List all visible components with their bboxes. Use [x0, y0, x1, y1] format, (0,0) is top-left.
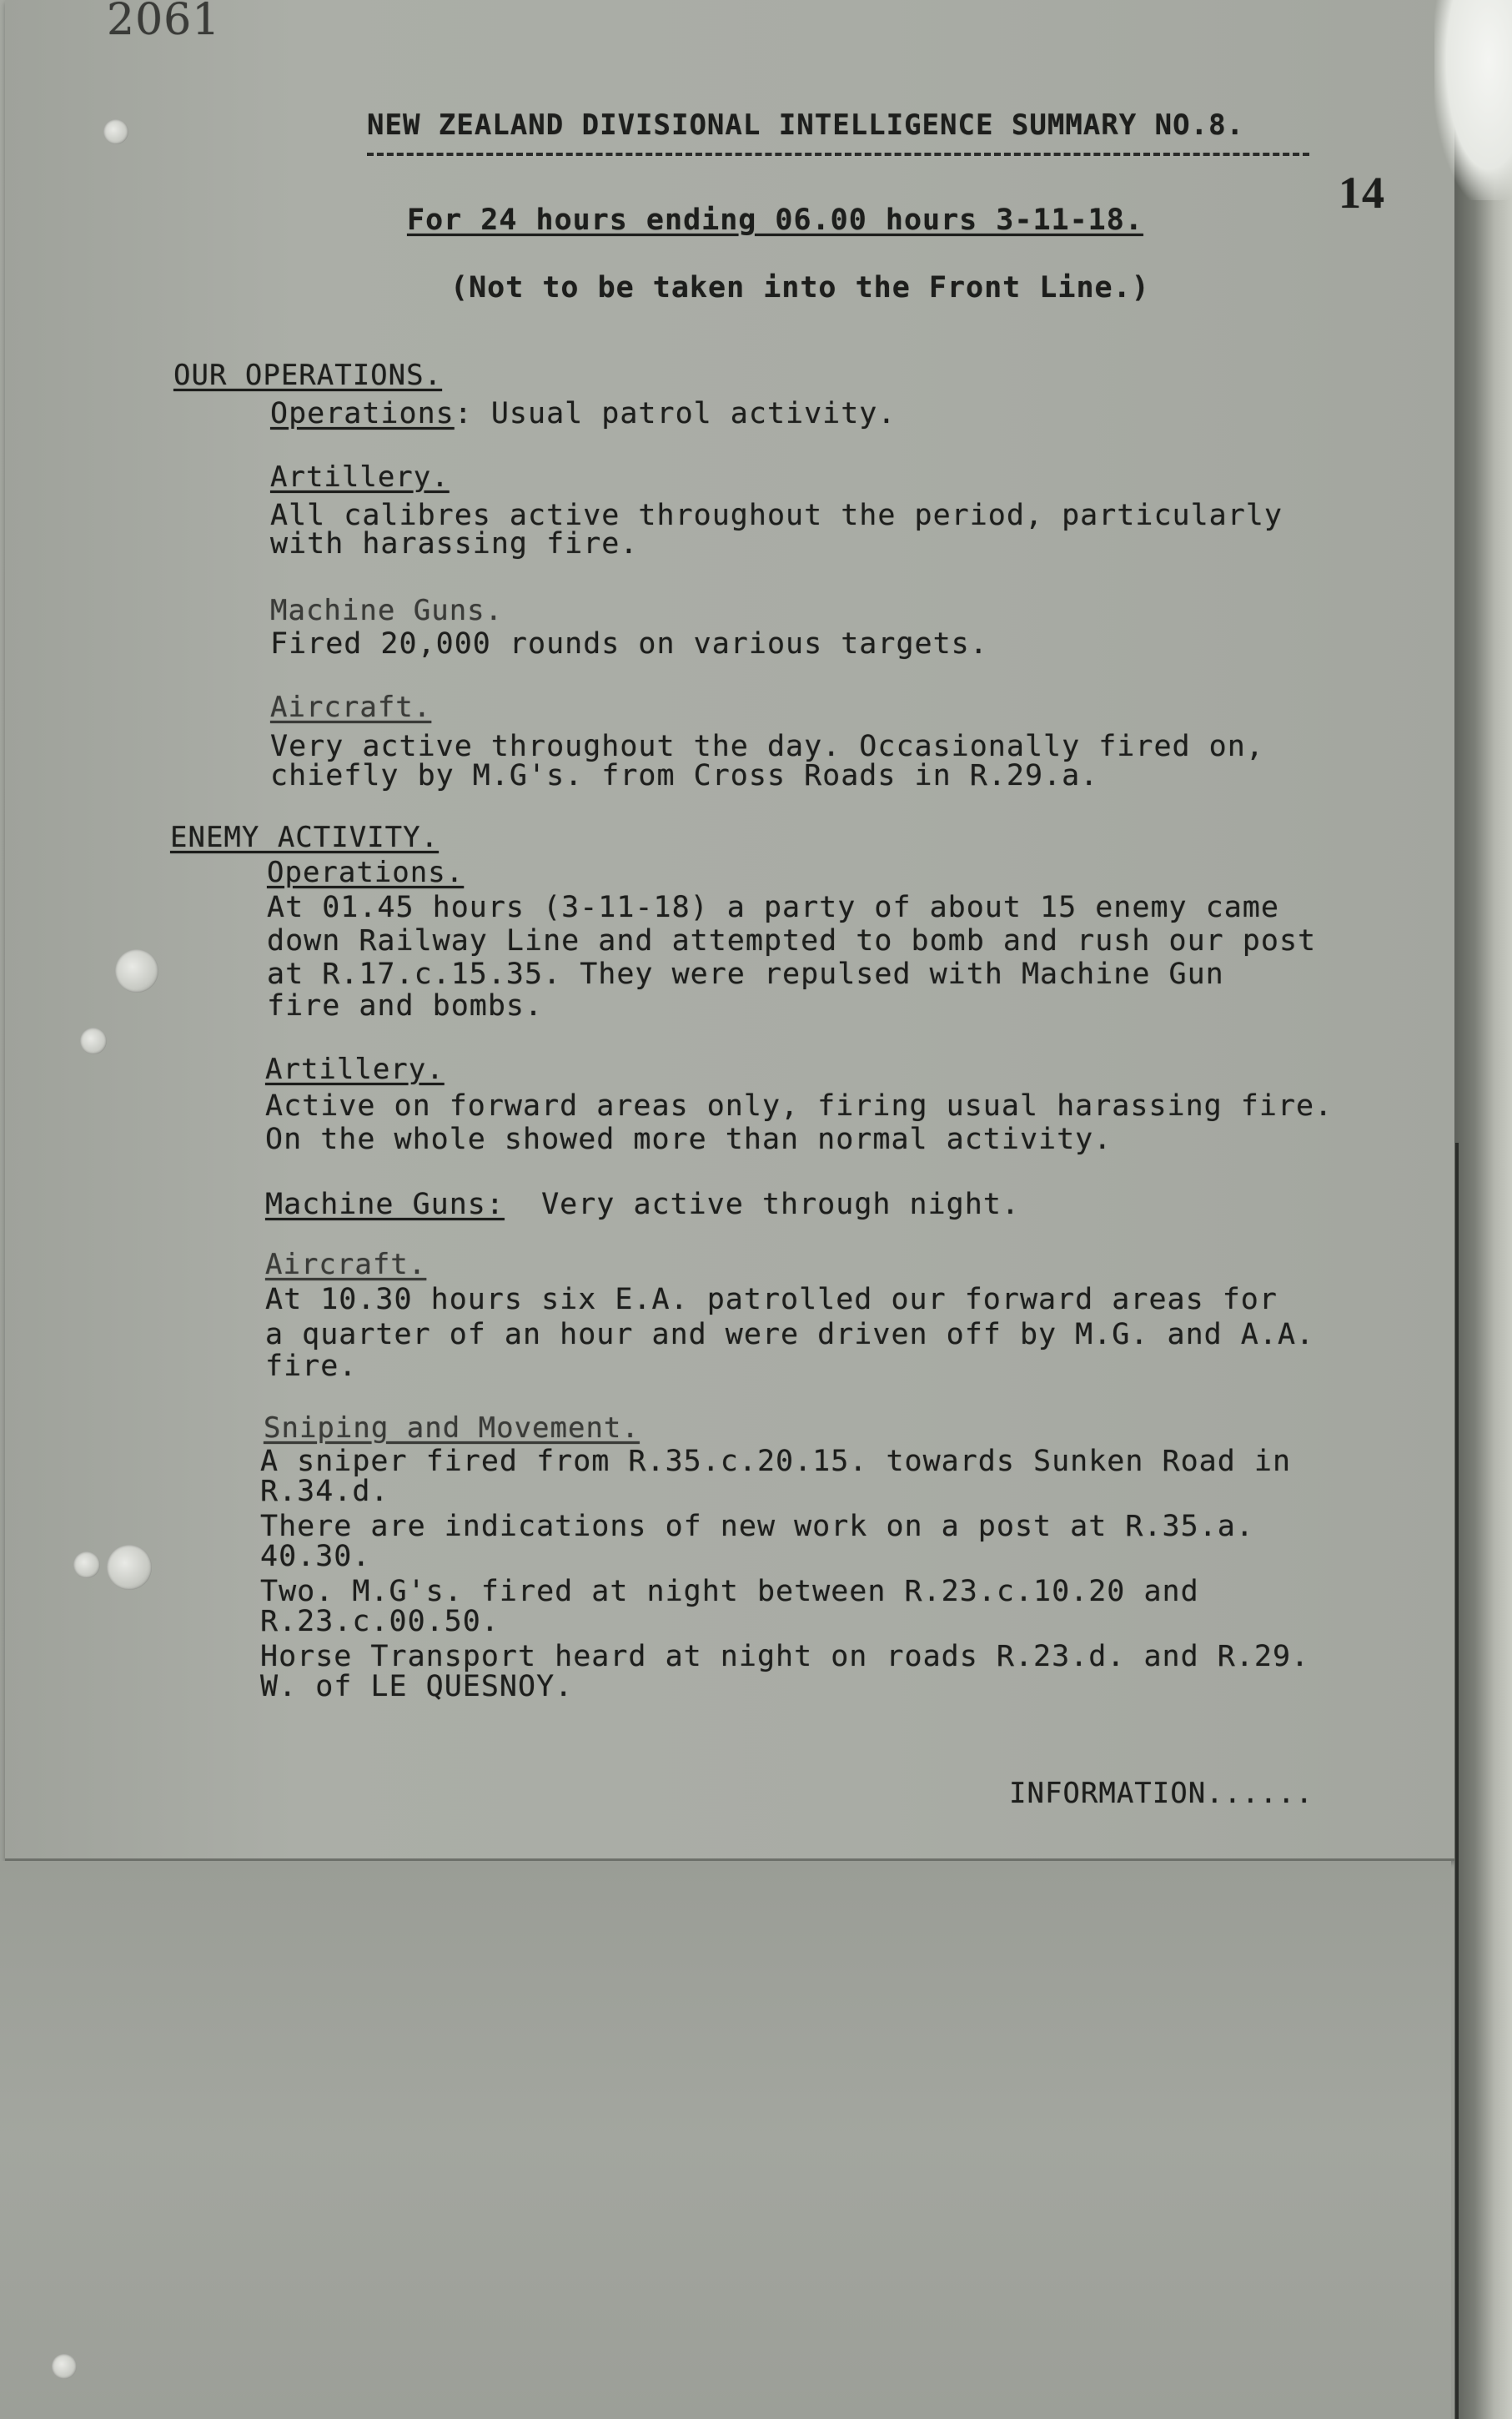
our-aircraft-heading: Aircraft.	[270, 691, 432, 724]
punch-hole-icon	[107, 1545, 152, 1590]
our-artillery-heading: Artillery.	[270, 460, 450, 494]
our-artillery-line: All calibres active throughout the period, particularly	[270, 499, 1283, 532]
enemy-machine-guns-label: Machine Guns:	[265, 1188, 505, 1221]
enemy-machine-guns-text: Very active through night.	[541, 1188, 1020, 1221]
binder-line	[1455, 1143, 1459, 2419]
enemy-artillery-line: Active on forward areas only, firing usual harassing fire.	[265, 1089, 1334, 1123]
enemy-operations-heading: Operations.	[267, 856, 465, 889]
enemy-operations-line: At 01.45 hours (3-11-18) a party of about 15 enemy came	[267, 891, 1279, 924]
punch-hole-icon	[80, 1028, 107, 1054]
sniping-line: R.34.d.	[260, 1475, 389, 1508]
sniping-line: Horse Transport heard at night on roads R.23.d. and R.29.	[260, 1640, 1310, 1673]
our-aircraft-line: Very active throughout the day. Occasionally fired on,	[270, 730, 1264, 763]
enemy-aircraft-line: At 10.30 hours six E.A. patrolled our forward areas for	[265, 1283, 1278, 1316]
document-title: NEW ZEALAND DIVISIONAL INTELLIGENCE SUMMARY NO.8.	[367, 108, 1245, 142]
title-dashed-rule	[367, 153, 1309, 156]
period-line: For 24 hours ending 06.00 hours 3-11-18.	[407, 204, 1143, 237]
our-aircraft-line: chiefly by M.G's. from Cross Roads in R.29.a.	[270, 759, 1099, 792]
punch-hole-icon	[115, 949, 158, 993]
enemy-activity-heading: ENEMY ACTIVITY.	[170, 821, 440, 854]
restriction-note: (Not to be taken into the Front Line.)	[450, 271, 1150, 304]
enemy-artillery-heading: Artillery.	[265, 1053, 445, 1086]
sniping-line: A sniper fired from R.35.c.20.15. towards Sunken Road in	[260, 1445, 1292, 1478]
our-operations-line	[270, 397, 896, 430]
sniping-heading: Sniping and Movement.	[264, 1411, 640, 1445]
sniping-line: Two. M.G's. fired at night between R.23.c.10.20 and	[260, 1575, 1199, 1608]
enemy-operations-line: down Railway Line and attempted to bomb and rush our post	[267, 924, 1317, 958]
sniping-line: There are indications of new work on a post at R.35.a.	[260, 1510, 1254, 1543]
our-machine-guns-line: Fired 20,000 rounds on various targets.	[270, 627, 988, 661]
binder-edge	[1454, 0, 1512, 2419]
sniping-line: 40.30.	[260, 1540, 371, 1573]
punch-hole-icon	[103, 119, 128, 144]
sniping-line: R.23.c.00.50.	[260, 1605, 500, 1638]
enemy-artillery-line: On the whole showed more than normal activity.	[265, 1123, 1113, 1156]
archive-number: 2061	[107, 0, 221, 45]
enemy-machine-guns-line	[265, 1188, 1020, 1221]
enemy-aircraft-line: fire.	[265, 1350, 358, 1383]
enemy-aircraft-line: a quarter of an hour and were driven off by M.G. and A.A.	[265, 1318, 1315, 1351]
punch-hole-icon	[52, 2354, 77, 2379]
our-operations-heading: OUR OPERATIONS.	[173, 359, 443, 392]
continuation-catchword: INFORMATION......	[1009, 1777, 1314, 1810]
our-machine-guns-heading: Machine Guns.	[270, 594, 504, 627]
our-artillery-line: with harassing fire.	[270, 527, 639, 561]
sniping-line: W. of LE QUESNOY.	[260, 1670, 574, 1703]
enemy-operations-line: fire and bombs.	[267, 989, 544, 1023]
folio-number: 14	[1339, 168, 1385, 218]
operations-text: : Usual patrol activity.	[454, 397, 897, 430]
operations-label: Operations	[270, 397, 455, 430]
enemy-operations-line: at R.17.c.15.35. They were repulsed with Machine Gun	[267, 958, 1224, 991]
underlying-page	[0, 1861, 1451, 2419]
punch-hole-icon	[73, 1551, 100, 1578]
enemy-aircraft-heading: Aircraft.	[265, 1248, 427, 1281]
paper-corner	[1434, 0, 1512, 200]
